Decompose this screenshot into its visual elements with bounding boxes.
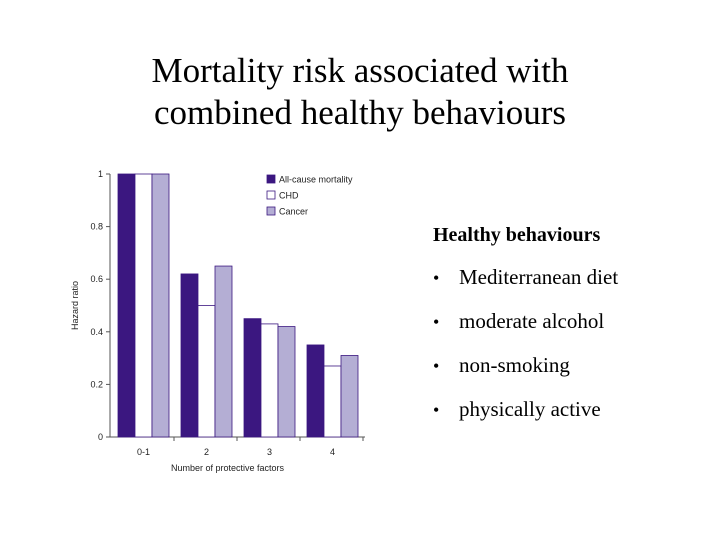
bullet-icon: • — [433, 400, 440, 420]
bar-cancer — [278, 327, 295, 437]
healthy-behaviours-heading: Healthy behaviours — [433, 224, 601, 246]
behaviour-label: moderate alcohol — [459, 309, 605, 333]
legend-swatch — [267, 207, 275, 215]
behaviour-item — [433, 353, 713, 378]
behaviour-label: Mediterranean diet — [459, 265, 619, 289]
bar-cancer — [341, 355, 358, 437]
x-tick-label: 3 — [266, 447, 273, 457]
y-tick-label: 0.2 — [90, 379, 103, 390]
bullet-icon: • — [433, 268, 440, 288]
bar-all-cause-mortality — [181, 274, 198, 437]
x-axis-label: Number of protective factors — [170, 463, 285, 473]
legend-label: CHD — [279, 190, 299, 201]
slide-title-line-2: combined healthy behaviours — [153, 93, 567, 132]
bar-cancer — [215, 266, 232, 437]
bar-all-cause-mortality — [244, 319, 261, 437]
y-tick-label: 0.6 — [90, 274, 103, 285]
legend-swatch — [267, 191, 275, 199]
bullet-icon: • — [433, 312, 440, 332]
bar-cancer — [152, 174, 169, 437]
bar-chd — [324, 366, 341, 437]
y-tick-label: 0.8 — [90, 221, 103, 232]
y-tick-label: 0.4 — [90, 326, 103, 337]
bar-chd — [135, 174, 152, 437]
plot-area — [70, 169, 365, 473]
bullet-icon: • — [433, 356, 440, 376]
healthy-behaviours-list — [433, 265, 713, 422]
chart-legend — [267, 175, 353, 217]
bar-all-cause-mortality — [307, 345, 324, 437]
behaviour-label: non-smoking — [459, 353, 570, 377]
behaviour-item — [433, 397, 713, 422]
y-axis-label: Hazard ratio — [70, 280, 80, 331]
legend-swatch — [267, 175, 275, 183]
healthy-behaviours-panel — [433, 224, 713, 441]
behaviour-label: physically active — [459, 397, 601, 421]
bar-chd — [261, 324, 278, 437]
y-tick-label: 0 — [97, 432, 103, 442]
slide-title-line-1: Mortality risk associated with — [151, 51, 569, 90]
x-tick-label: 2 — [203, 447, 210, 457]
legend-label: All-cause mortality — [279, 174, 353, 185]
x-tick-label: 0-1 — [136, 447, 151, 457]
legend-label: Cancer — [279, 206, 309, 217]
bar-all-cause-mortality — [118, 174, 135, 437]
x-tick-label: 4 — [329, 447, 336, 457]
behaviour-item — [433, 309, 713, 334]
bar-chd — [198, 306, 215, 438]
behaviour-item — [433, 265, 713, 290]
y-tick-label: 1 — [97, 169, 103, 179]
